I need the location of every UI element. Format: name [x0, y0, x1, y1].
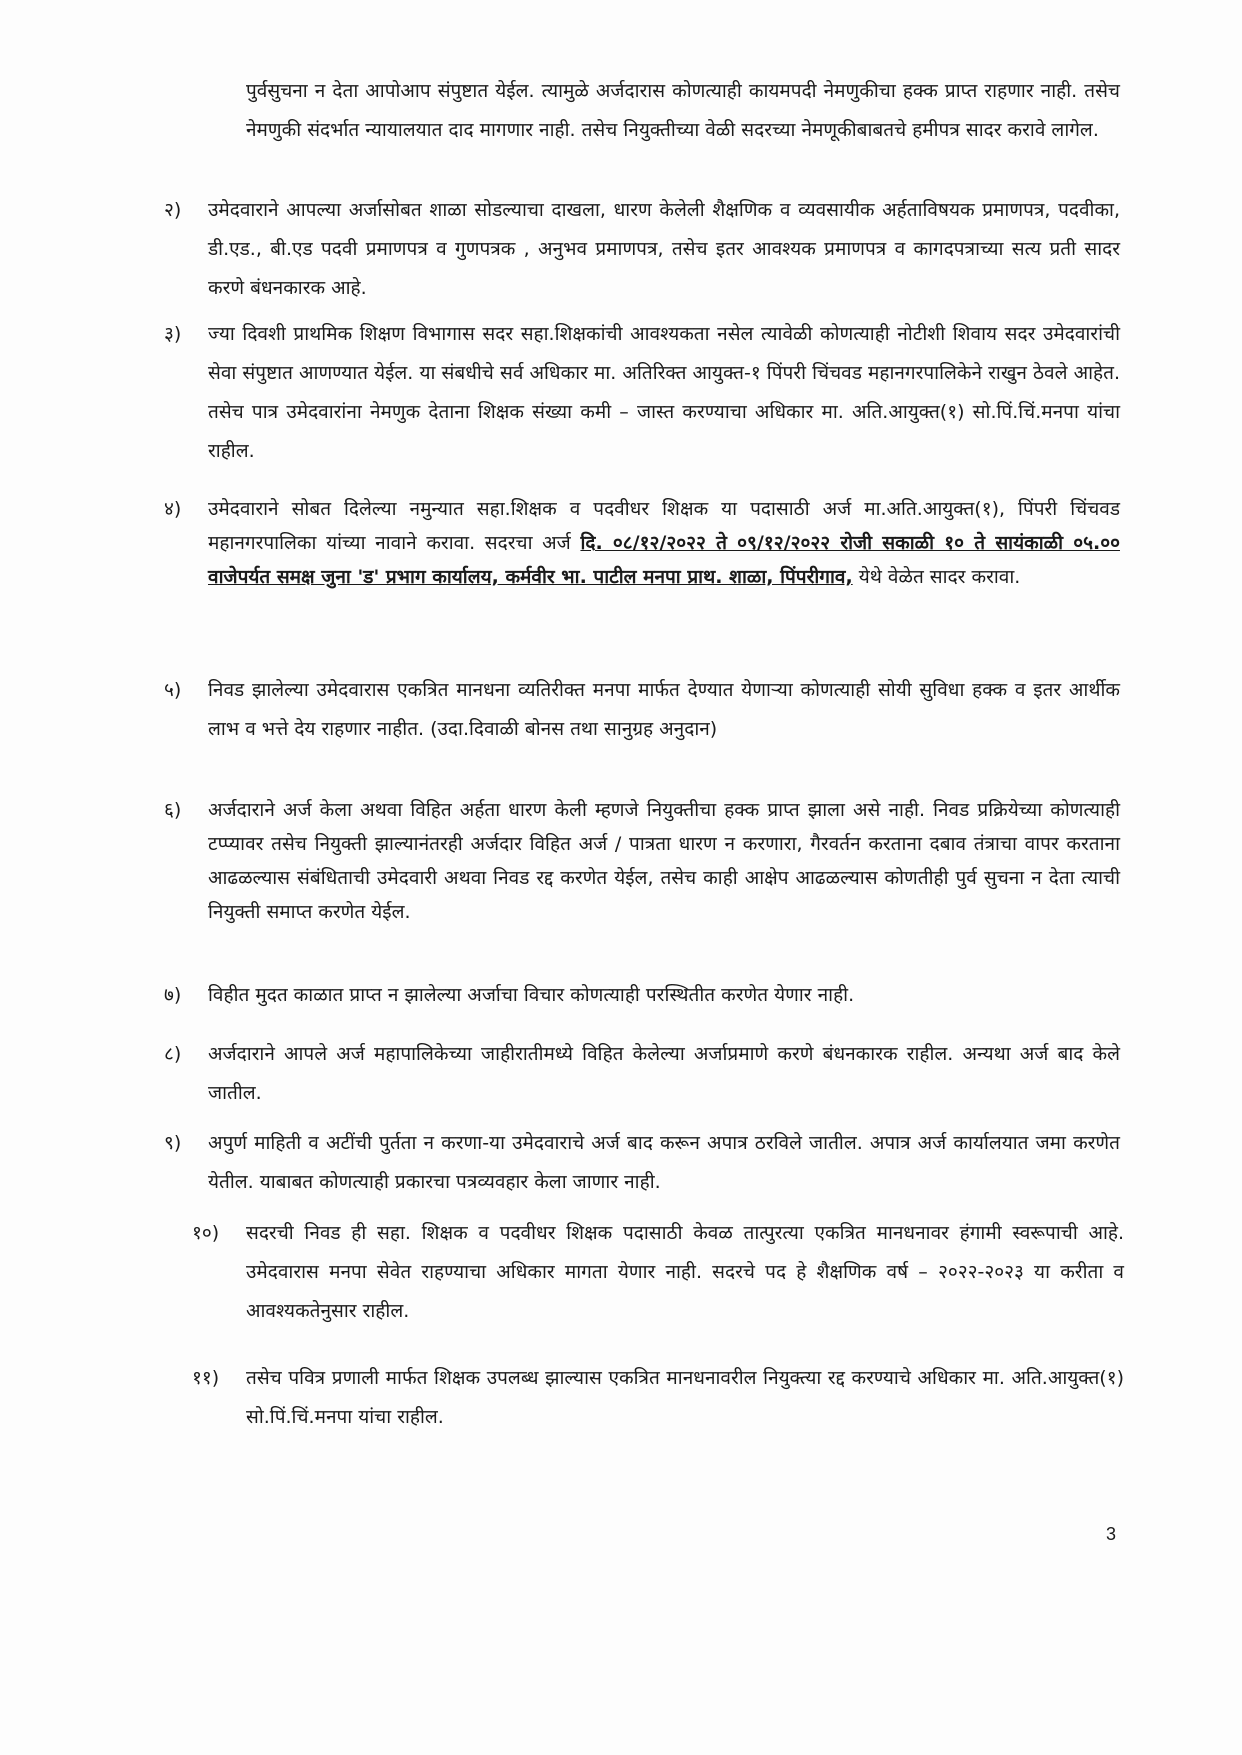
list-item-10 — [192, 1214, 1124, 1331]
item-text: तसेच पवित्र प्रणाली मार्फत शिक्षक उपलब्ध झाल्यास एकत्रित मानधनावरील नियुक्त्या रद्द करण्याचे अधिकार मा. अति.आयुक्त(१) सो.पिं.चिं.मनपा यांचा राहील. — [246, 1367, 1124, 1428]
item-text: अर्जदाराने अर्ज केला अथवा विहित अर्हता धारण केली म्हणजे नियुक्तीचा हक्क प्राप्त झाला असे नाही. निवड प्रक्रियेच्या कोणत्याही टप्प्यावर तसेच नियुक्ती झाल्यानंतरही अर्जदार विहित अर्ज / पात्रता धारण न करणारा, गैरवर्तन करताना दबाव तंत्राचा वापर करताना आढळल्यास संबंधिताची उमेदवारी अथवा निवड रद्द करणेत येईल, तसेच काही आक्षेप आढळल्यास कोणतीही पुर्व सुचना न देता त्याची नियुक्ती समाप्त करणेत येईल. — [208, 799, 1120, 923]
item-number: २) — [164, 199, 182, 221]
item-number: ५) — [164, 679, 182, 701]
item-text: उमेदवाराने आपल्या अर्जासोबत शाळा सोडल्याचा दाखला, धारण केलेली शैक्षणिक व व्यवसायीक अर्हताविषयक प्रमाणपत्र, पदवीका, डी.एड., बी.एड पदवी प्रमाणपत्र व गुणपत्रक , अनुभव प्रमाणपत्र, तसेच इतर आवश्यक प्रमाणपत्र व कागदपत्राच्या सत्य प्रती सादर करणे बंधनकारक आहे. — [208, 199, 1120, 299]
list-item-6 — [164, 793, 1120, 929]
item-number: ८) — [164, 1043, 182, 1065]
list-item-11 — [192, 1359, 1124, 1437]
submission-date-venue: दि. ०८/१२/२०२२ ते ०९/१२/२०२२ रोजी सकाळी १० ते सायंकाळी ०५.०० वाजेपर्यत समक्ष जुना 'ड' प्रभाग कार्यालय, कर्मवीर भा. पाटील मनपा प्राथ. शाळा, पिंपरीगाव, — [208, 532, 1120, 588]
item-number: ११) — [192, 1367, 220, 1389]
item-text: अर्जदाराने आपले अर्ज महापालिकेच्या जाहीरातीमध्ये विहित केलेल्या अर्जाप्रमाणे करणे बंधनकारक राहील. अन्यथा अर्ज बाद केले जातील. — [208, 1043, 1120, 1104]
item-text: निवड झालेल्या उमेदवारास एकत्रित मानधना व्यतिरीक्त मनपा मार्फत देण्यात येणाऱ्या कोणत्याही सोयी सुविधा हक्क व इतर आर्थीक लाभ व भत्ते देय राहणार नाहीत. (उदा.दिवाळी बोनस तथा सानुग्रह अनुदान) — [208, 679, 1120, 740]
item-text: अपुर्ण माहिती व अटींची पुर्तता न करणा-या उमेदवाराचे अर्ज बाद करून अपात्र ठरविले जातील. अपात्र अर्ज कार्यालयात जमा करणेत येतील. याबाबत कोणत्याही प्रकारचा पत्रव्यवहार केला जाणार नाही. — [208, 1132, 1120, 1193]
item-number: ३) — [164, 323, 182, 345]
page-number: 3 — [1106, 1524, 1117, 1544]
item-text: ज्या दिवशी प्राथमिक शिक्षण विभागास सदर सहा.शिक्षकांची आवश्यकता नसेल त्यावेळी कोणत्याही नोटीशी शिवाय सदर उमेदवारांची सेवा संपुष्टात आणण्यात येईल. या संबधीचे सर्व अधिकार मा. अतिरिक्त आयुक्त-१ पिंपरी चिंचवड महानगरपालिकेने राखुन ठेवले आहेत. तसेच पात्र उमेदवारांना नेमणुक देताना शिक्षक संख्या कमी – जास्त करण्याचा अधिकार मा. अति.आयुक्त(१) सो.पिं.चिं.मनपा यांचा राहील. — [208, 323, 1120, 462]
item-number: १०) — [192, 1222, 220, 1244]
item-text — [208, 492, 1120, 594]
list-item-9 — [164, 1124, 1120, 1202]
item-text-part-a: उमेदवाराने सोबत दिलेल्या नमुन्यात सहा.शिक्षक व पदवीधर शिक्षक या पदासाठी अर्ज मा.अति.आयुक्त(१), पिंपरी चिंचवड महानगरपालिका यांच्या नावाने करावा. सदरचा अर्ज — [208, 498, 1120, 554]
item-number: ७) — [164, 984, 182, 1006]
list-item-5 — [164, 671, 1120, 749]
item-text: सदरची निवड ही सहा. शिक्षक व पदवीधर शिक्षक पदासाठी केवळ तात्पुरत्या एकत्रित मानधनावर हंगामी स्वरूपाची आहे. उमेदवारास मनपा सेवेत राहण्याचा अधिकार मागता येणार नाही. सदरचे पद हे शैक्षणिक वर्ष – २०२२-२०२३ या करीता व आवश्यकतेनुसार राहील. — [246, 1222, 1124, 1322]
list-item-4 — [164, 492, 1120, 594]
item-number: ४) — [164, 498, 182, 520]
item-text-part-b: येथे वेळेत सादर करावा. — [858, 566, 1021, 588]
item-number: ९) — [164, 1132, 182, 1154]
item-text: विहीत मुदत काळात प्राप्त न झालेल्या अर्जाचा विचार कोणत्याही परस्थितीत करणेत येणार नाही. — [208, 984, 855, 1006]
list-item-2 — [164, 191, 1120, 308]
list-item-3 — [164, 315, 1120, 471]
list-item-7 — [164, 976, 1120, 1015]
continuation-paragraph: पुर्वसुचना न देता आपोआप संपुष्टात येईल. त्यामुळे अर्जदारास कोणत्याही कायमपदी नेमणुकीचा हक्क प्राप्त राहणार नाही. तसेच नेमणुकी संदर्भात न्यायालयात दाद मागणार नाही. तसेच नियुक्तीच्या वेळी सदरच्या नेमणूकीबाबतचे हमीपत्र सादर करावे लागेल. — [246, 80, 1120, 141]
list-item-8 — [164, 1035, 1120, 1113]
item-number: ६) — [164, 799, 182, 821]
